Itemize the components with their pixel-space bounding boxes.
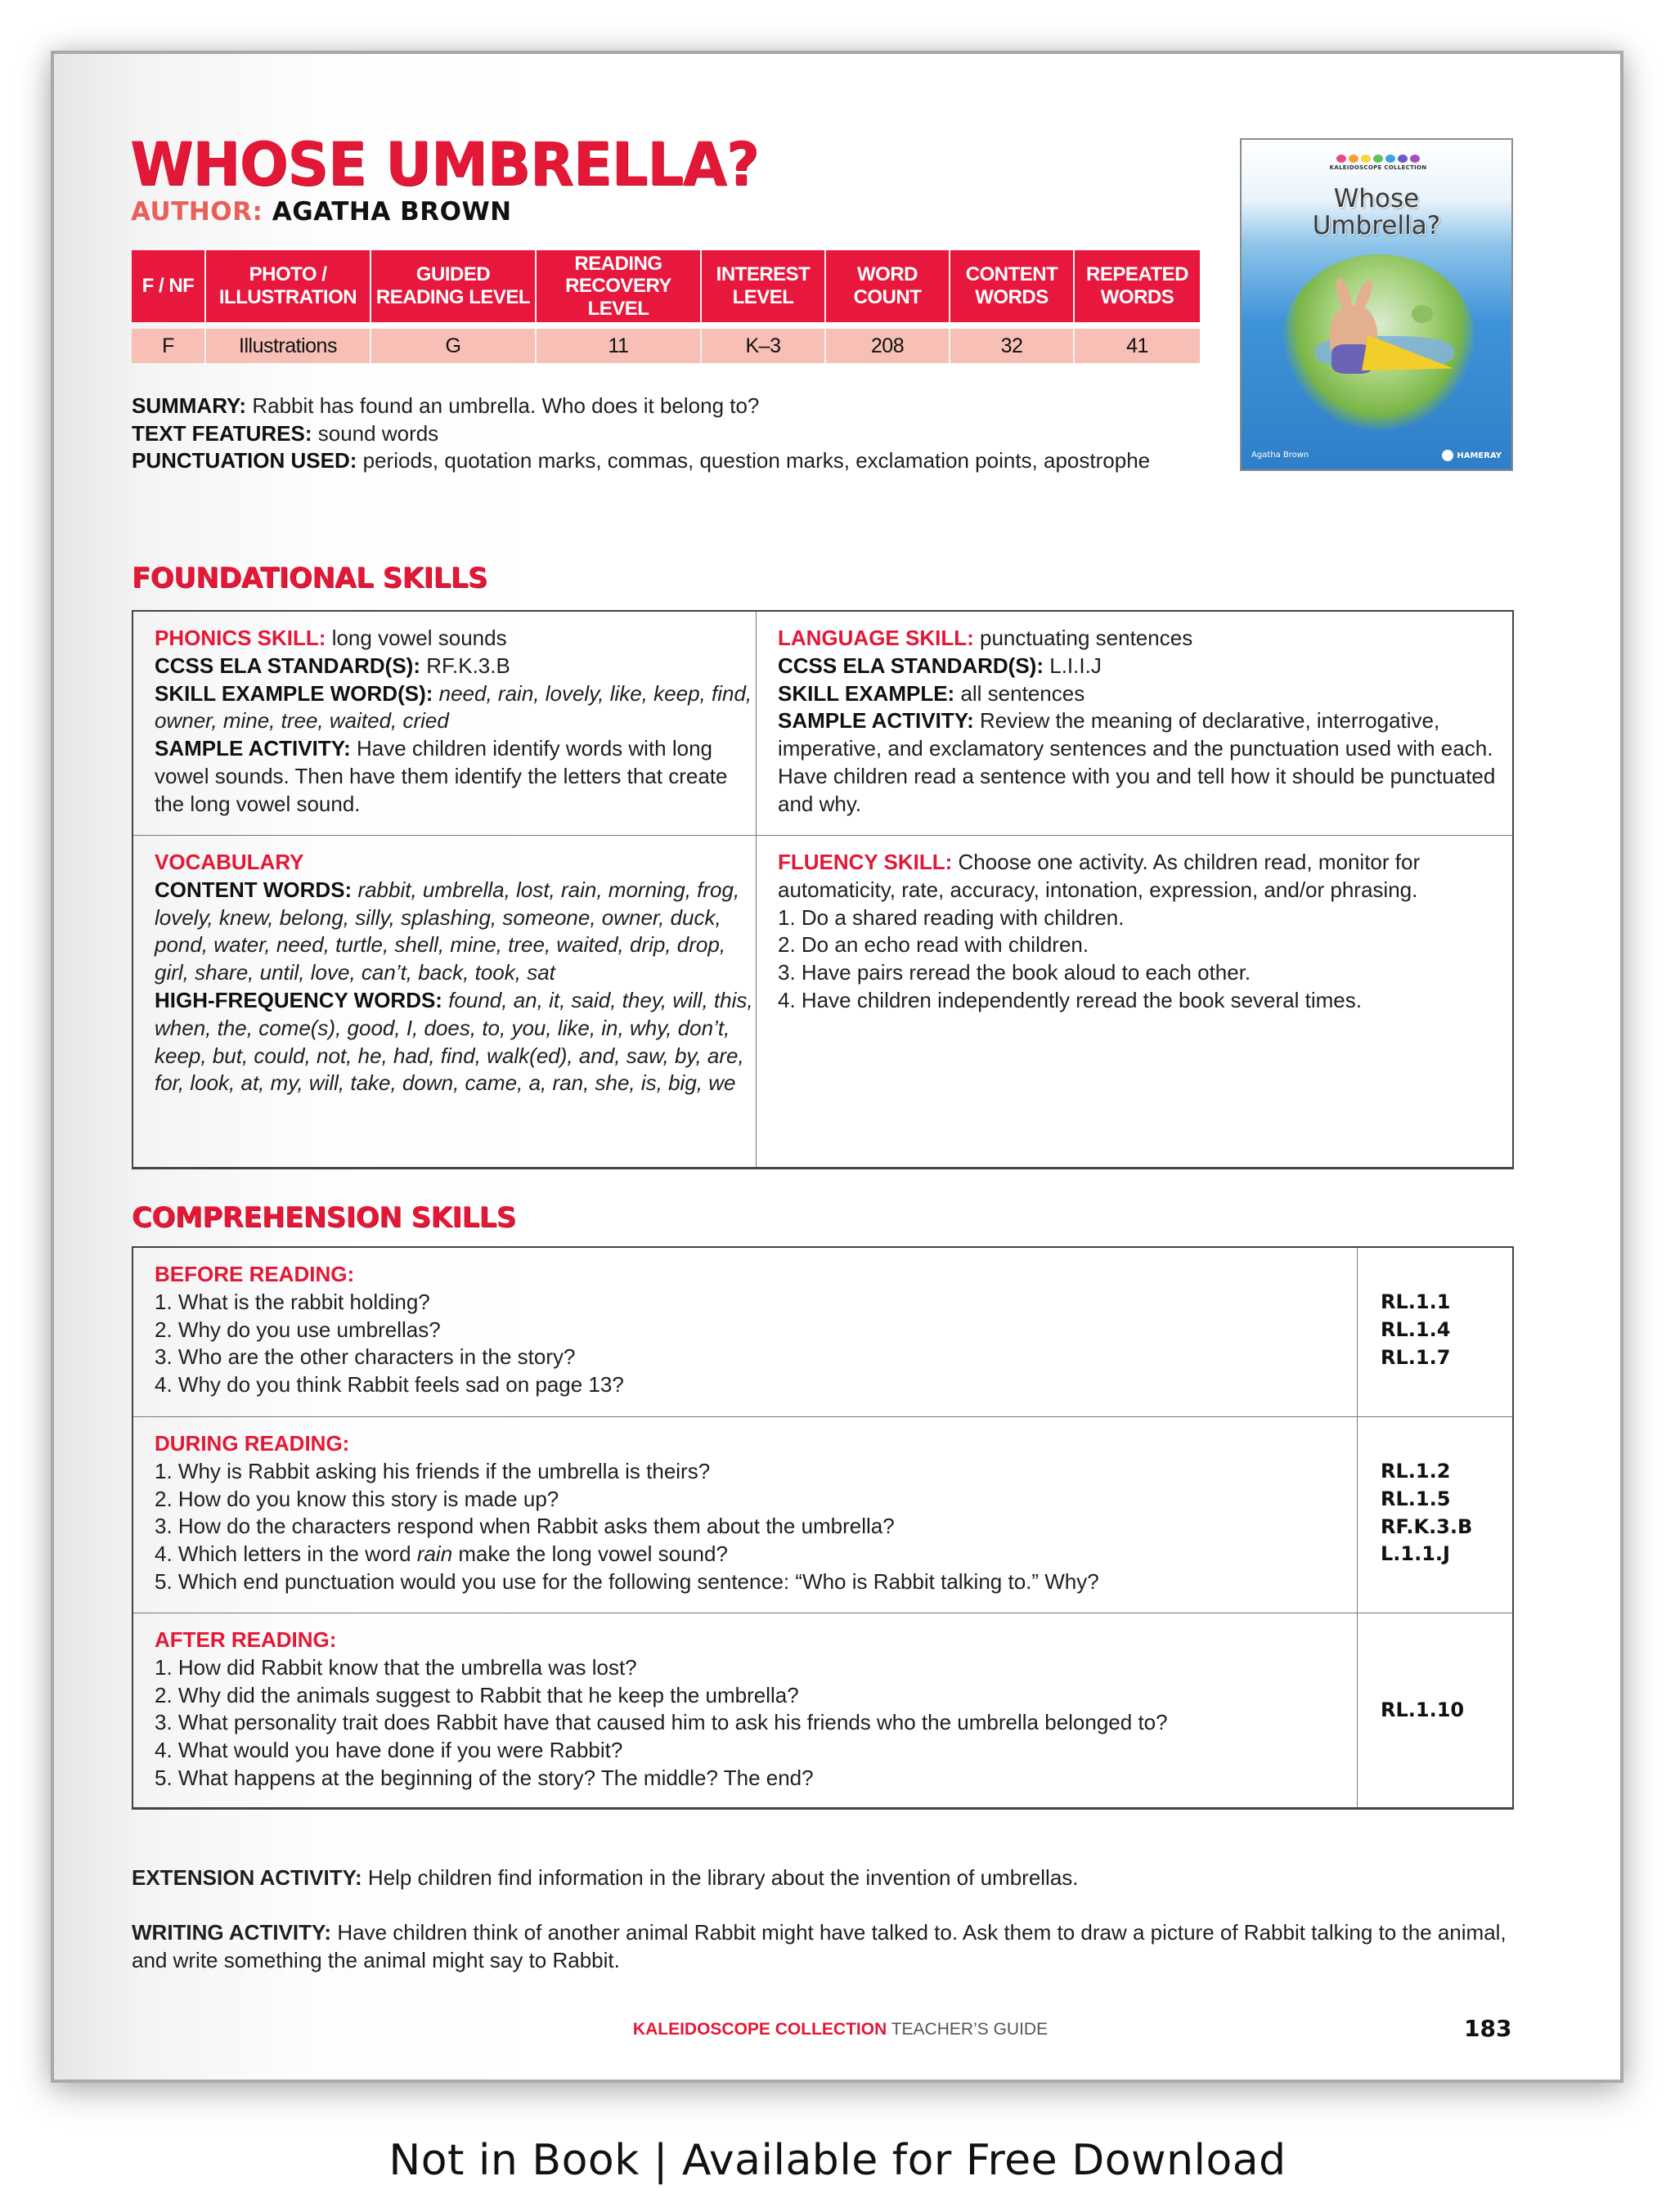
question-item: 1. What is the rabbit holding? <box>155 1289 430 1314</box>
summary-text: Rabbit has found an umbrella. Who does it belong to? <box>252 393 760 418</box>
high-frequency-words: found, an, it, said, they, will, this, when, the, come(s), good, I, does, to, you, like, in, why, don’t, keep, but, could, not, he, had, find, walk(ed), and, saw, by, are, for, look, at, my, will, take, down, came, a, ran, she, is, big, we <box>155 987 753 1096</box>
question-item: 3. How do the characters respond when Rabbit asks them about the umbrella? <box>155 1514 895 1539</box>
question-item: 3. What personality trait does Rabbit have that caused him to ask his friends who the umbrella belonged to? <box>155 1710 1168 1735</box>
language-activity: Review the meaning of declarative, interrogative, imperative, and exclamatory sentences and the punctuation used with each. Have children read a sentence with you and tell how it should be punctuated and why. <box>778 708 1496 816</box>
vocabulary-cell <box>133 835 756 1167</box>
phonics-activity: Have children identify words with long vowel sounds. Then have them identify the letters that create the long vowel sound. <box>155 736 728 816</box>
phonics-value: long vowel sounds <box>331 626 507 650</box>
question-item: 4. What would you have done if you were Rabbit? <box>155 1738 623 1763</box>
punctuation-label: PUNCTUATION USED: <box>132 448 357 473</box>
summary-label: SUMMARY: <box>132 393 247 418</box>
standard-code: RL.1.10 <box>1381 1698 1465 1721</box>
standard-code: L.1.1.J <box>1381 1542 1450 1566</box>
standard-code: RF.K.3.B <box>1381 1514 1473 1538</box>
writing-text: Have children think of another animal Rabbit might have talked to. Ask them to draw a picture of Rabbit talking to the animal, and write something the animal might say to Rabbit. <box>132 1920 1507 1972</box>
standard-code: RL.1.7 <box>1381 1345 1451 1369</box>
foundational-skills-box <box>132 610 1514 1169</box>
question-italic-word: rain <box>416 1541 453 1567</box>
cover-publisher <box>1442 450 1502 461</box>
writing-label: WRITING ACTIVITY: <box>132 1920 332 1945</box>
phonics-cell <box>133 612 756 835</box>
question-item: 2. Why do you use umbrellas? <box>155 1317 441 1342</box>
value-guided-reading-level: G <box>371 329 537 363</box>
download-banner: Not in Book | Available for Free Download <box>388 2136 1287 2185</box>
extension-text: Help children find information in the library about the invention of umbrellas. <box>367 1865 1079 1890</box>
header-photo-illustration: PHOTO / ILLUSTRATION <box>206 250 371 322</box>
rabbit-umbrella-illustration <box>1282 254 1475 430</box>
header-interest-level: INTEREST LEVEL <box>702 250 826 322</box>
during-standards-cell <box>1357 1416 1512 1613</box>
book-stats-table <box>132 250 1200 363</box>
summary-line <box>132 393 1211 420</box>
question-item: 5. What happens at the beginning of the story? The middle? The end? <box>155 1765 814 1790</box>
cover-title-line1: Whose <box>1333 184 1420 213</box>
author-label: AUTHOR: <box>131 197 263 227</box>
publisher-name: HAMERAY <box>1457 451 1502 460</box>
during-reading-label: DURING READING: <box>155 1431 350 1456</box>
phonics-example-label: SKILL EXAMPLE WORD(S): <box>155 680 433 706</box>
comprehension-skills-box <box>132 1246 1514 1810</box>
standard-code: RL.1.4 <box>1381 1317 1451 1341</box>
fluency-item: 4. Have children independently reread the book several times. <box>778 987 1362 1012</box>
question-item: 5. Which end punctuation would you use for the following sentence: “Who is Rabbit talking to.” Why? <box>155 1568 1099 1594</box>
author-line <box>131 197 512 227</box>
header-repeated-words: REPEATED WORDS <box>1075 250 1200 322</box>
page-footer <box>54 2020 1627 2039</box>
fluency-item: 1. Do a shared reading with children. <box>778 904 1125 930</box>
stats-value-row <box>132 329 1200 363</box>
language-label: LANGUAGE SKILL: <box>778 626 974 650</box>
phonics-example: need, rain, lovely, like, keep, find, owner, mine, tree, waited, cried <box>155 680 752 734</box>
question-item: 4. Why do you think Rabbit feels sad on page 13? <box>155 1372 624 1398</box>
language-example-label: SKILL EXAMPLE: <box>778 680 955 706</box>
stats-header-row <box>132 250 1200 322</box>
value-word-count: 208 <box>826 329 950 363</box>
value-repeated-words: 41 <box>1075 329 1200 363</box>
standard-code: RL.1.5 <box>1381 1487 1451 1510</box>
book-summary-block <box>132 393 1211 475</box>
hameray-logo-icon <box>1442 450 1453 461</box>
kaleidoscope-logo <box>1317 155 1439 179</box>
language-cell <box>756 612 1512 835</box>
punctuation-line <box>132 447 1211 475</box>
value-content-words: 32 <box>950 329 1075 363</box>
phonics-standard-label: CCSS ELA STANDARD(S): <box>155 653 420 678</box>
header-word-count: WORD COUNT <box>826 250 950 322</box>
question-item: 1. Why is Rabbit asking his friends if the umbrella is theirs? <box>155 1458 711 1483</box>
question-item: 3. Who are the other characters in the story? <box>155 1344 576 1370</box>
cover-series: KALEIDOSCOPE COLLECTION <box>1329 164 1427 171</box>
phonics-activity-label: SAMPLE ACTIVITY: <box>155 736 351 761</box>
extension-activity <box>132 1864 1522 1892</box>
fluency-label: FLUENCY SKILL: <box>778 850 953 874</box>
page-number: 183 <box>1464 2015 1512 2042</box>
frog-figure <box>1412 305 1433 323</box>
book-title: WHOSE UMBRELLA? <box>130 128 759 200</box>
question-item: 1. How did Rabbit know that the umbrella was lost? <box>155 1654 637 1680</box>
fluency-cell <box>756 835 1512 1167</box>
phonics-standard: RF.K.3.B <box>426 653 510 678</box>
after-reading-cell <box>133 1613 1357 1807</box>
question-text: make the long vowel sound? <box>452 1541 728 1567</box>
author-name: AGATHA BROWN <box>272 197 512 227</box>
standard-code: RL.1.2 <box>1381 1460 1451 1483</box>
language-example: all sentences <box>960 680 1085 706</box>
after-standards-cell <box>1357 1613 1512 1807</box>
header-content-words: CONTENT WORDS <box>950 250 1075 322</box>
book-cover-image <box>1240 138 1513 471</box>
footer-brand: KALEIDOSCOPE COLLECTION <box>632 2020 887 2039</box>
before-reading-label: BEFORE READING: <box>155 1262 355 1286</box>
comprehension-skills-heading: COMPREHENSION SKILLS <box>132 1201 516 1234</box>
punctuation-text: periods, quotation marks, commas, question marks, exclamation points, apostrophe <box>362 448 1151 473</box>
rainbow-dots-icon <box>1317 155 1439 163</box>
during-reading-cell <box>133 1416 1357 1613</box>
value-reading-recovery-level: 11 <box>537 329 702 363</box>
header-reading-recovery-level: READING RECOVERY LEVEL <box>537 250 702 322</box>
high-frequency-label: HIGH-FREQUENCY WORDS: <box>155 987 442 1012</box>
question-item: 2. Why did the animals suggest to Rabbit that he keep the umbrella? <box>155 1682 799 1707</box>
cover-title <box>1242 186 1511 239</box>
content-words: rabbit, umbrella, lost, rain, morning, frog, lovely, knew, belong, silly, splashing, someone, owner, duck, pond, water, need, turtle, shell, mine, tree, waited, drip, drop, girl, share, until, love, can’t, back, took, sat <box>155 877 740 985</box>
question-text: 4. Which letters in the word <box>155 1541 417 1567</box>
fluency-item: 2. Do an echo read with children. <box>778 932 1089 958</box>
text-features-text: sound words <box>317 420 439 446</box>
content-words-label: CONTENT WORDS: <box>155 877 353 902</box>
guide-page <box>51 51 1623 2083</box>
writing-activity <box>132 1919 1522 1975</box>
language-standard-label: CCSS ELA STANDARD(S): <box>778 653 1044 678</box>
after-reading-label: AFTER READING: <box>155 1627 337 1652</box>
question-item: 2. How do you know this story is made up? <box>155 1486 559 1511</box>
text-features-label: TEXT FEATURES: <box>132 420 312 446</box>
extension-label: EXTENSION ACTIVITY: <box>132 1865 362 1890</box>
fluency-intro: Choose one activity. As children read, monitor for automaticity, rate, accuracy, intonation, expression, and/or phrasing. <box>778 850 1421 902</box>
language-value: punctuating sentences <box>980 626 1193 650</box>
header-guided-reading-level: GUIDED READING LEVEL <box>371 250 537 322</box>
before-standards-cell <box>1357 1248 1512 1416</box>
foundational-skills-heading: FOUNDATIONAL SKILLS <box>132 562 487 595</box>
standard-code: RL.1.1 <box>1381 1290 1451 1313</box>
text-features-line <box>132 420 1211 448</box>
value-f-nf: F <box>132 329 206 363</box>
question-item <box>155 1541 1357 1568</box>
language-standard: L.I.I.J <box>1049 653 1102 678</box>
value-photo-illustration: Illustrations <box>206 329 371 363</box>
phonics-label: PHONICS SKILL: <box>155 626 326 650</box>
footer-guide-label: TEACHER’S GUIDE <box>887 2020 1049 2039</box>
vocabulary-label: VOCABULARY <box>155 850 304 874</box>
cover-author: Agatha Brown <box>1251 451 1309 460</box>
fluency-item: 3. Have pairs reread the book aloud to each other. <box>778 960 1251 985</box>
header-f-nf: F / NF <box>132 250 206 322</box>
value-interest-level: K–3 <box>702 329 826 363</box>
cover-title-line2: Umbrella? <box>1312 210 1441 240</box>
before-reading-cell <box>133 1248 1357 1416</box>
language-activity-label: SAMPLE ACTIVITY: <box>778 708 974 734</box>
